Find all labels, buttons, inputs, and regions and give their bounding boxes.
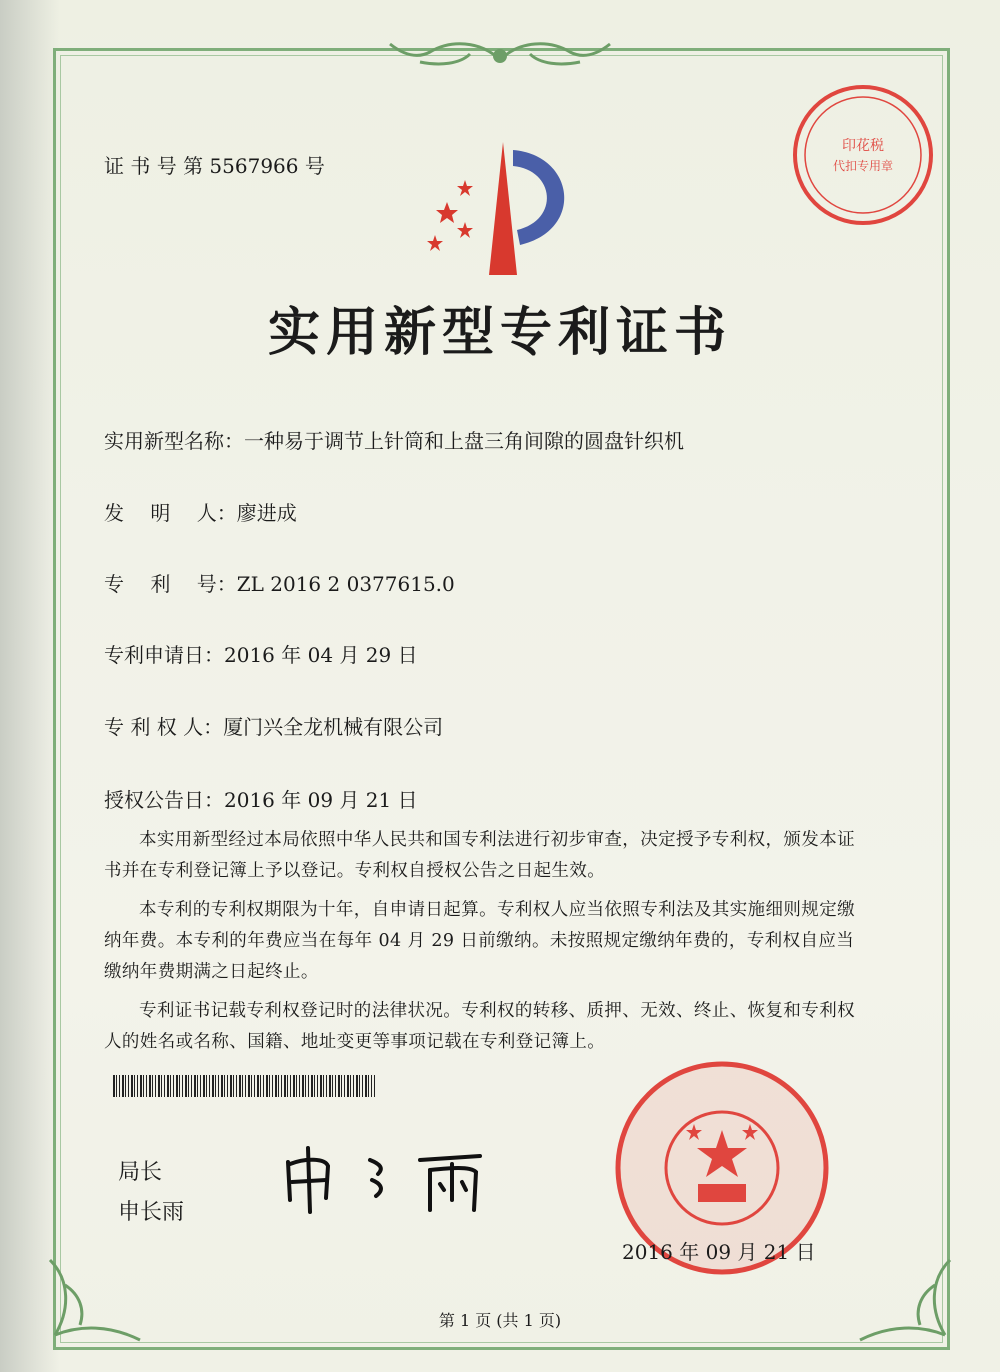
director-signature	[280, 1140, 510, 1220]
svg-text:代扣专用章: 代扣专用章	[832, 159, 894, 173]
director-title: 局长	[118, 1160, 163, 1185]
body-paragraph: 专利证书记载专利权登记时的法律状况。专利权的转移、质押、无效、终止、恢复和专利权人的姓名或名称、国籍、地址变更等事项记载在专利登记簿上。	[104, 1001, 855, 1052]
field-value: 2016 年 04 月 29 日	[224, 643, 418, 667]
field-value: 厦门兴全龙机械有限公司	[223, 715, 444, 739]
tax-stamp-seal	[788, 80, 938, 230]
corner-ornament-bottom-left	[40, 1240, 150, 1350]
field-patentee	[104, 711, 443, 740]
top-ornament	[360, 30, 640, 74]
barcode	[113, 1075, 375, 1097]
page-edge-shadow	[0, 0, 60, 1372]
field-label: 专利申请日：	[104, 643, 224, 667]
body-paragraph: 本专利的专利权期限为十年，自申请日起算。专利权人应当依照专利法及其实施细则规定缴纳年费。本专利的年费应当在每年 04 月 29 日前缴纳。未按照规定缴纳年费的，专利权自应当缴纳年费期满之日起终止。	[104, 900, 855, 982]
field-label: 授权公告日：	[104, 788, 224, 812]
field-value: 2016 年 09 月 21 日	[224, 788, 418, 812]
director-name: 申长雨	[118, 1200, 185, 1225]
corner-ornament-bottom-right	[850, 1240, 960, 1350]
field-label: 发 明 人：	[104, 501, 237, 525]
body-paragraph: 本实用新型经过本局依照中华人民共和国专利法进行初步审查，决定授予专利权，颁发本证书并在专利登记簿上予以登记。专利权自授权公告之日起生效。	[104, 830, 855, 881]
issue-date: 2016 年 09 月 21 日	[622, 1240, 816, 1264]
field-value: 廖进成	[236, 501, 297, 525]
field-value: 一种易于调节上针筒和上盘三角间隙的圆盘针织机	[244, 429, 684, 453]
field-patent-number	[104, 568, 455, 597]
field-label: 专 利 号：	[104, 572, 237, 596]
field-value: ZL 2016 2 0377615.0	[236, 572, 455, 596]
field-utility-model-name	[104, 425, 684, 454]
page-number: 第 1 页 (共 1 页)	[438, 1311, 562, 1330]
field-label: 实用新型名称：	[104, 429, 244, 453]
certificate-title: 实用新型专利证书	[267, 302, 732, 363]
cnipa-logo-icon	[425, 140, 585, 290]
field-application-date	[104, 639, 418, 668]
field-inventor	[104, 497, 297, 526]
field-label: 专 利 权 人：	[104, 715, 224, 739]
certificate-number: 证 书 号 第 5567966 号	[104, 154, 325, 178]
svg-text:印花税: 印花税	[842, 138, 884, 154]
field-grant-date	[104, 784, 418, 813]
certificate-body	[104, 825, 864, 1066]
